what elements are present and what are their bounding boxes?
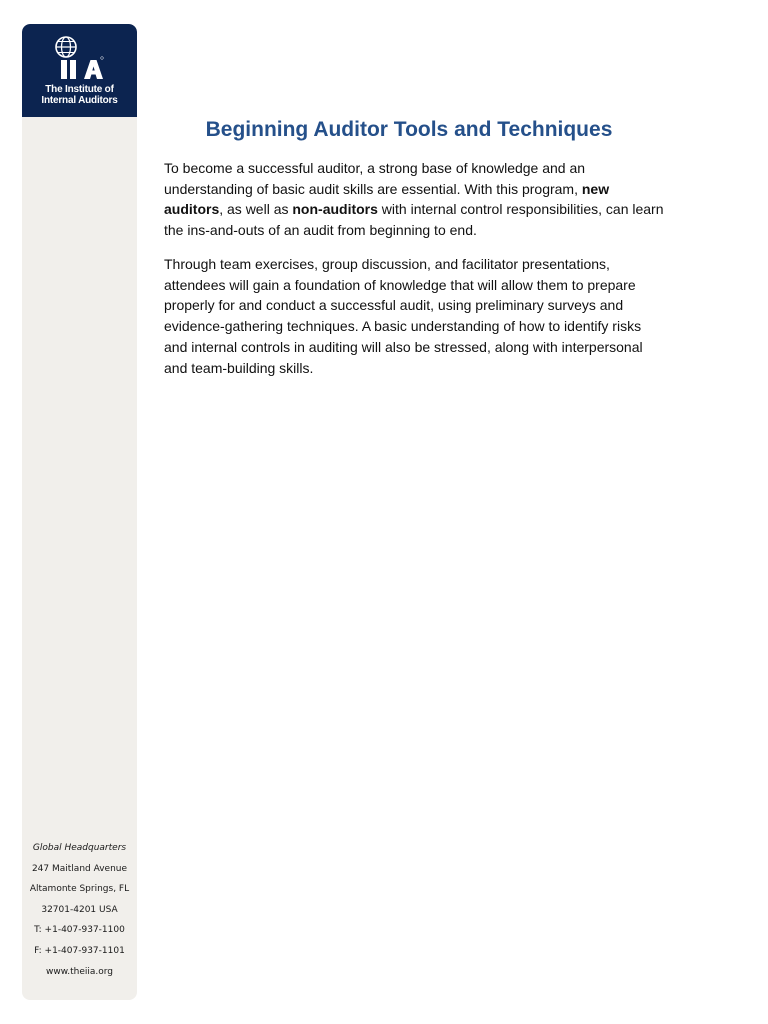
address-fax: F: +1-407-937-1101 xyxy=(34,945,125,956)
intro-text-3: with internal control responsibilities, can learn the ins-and-outs of an audit from beginning to end. xyxy=(164,201,664,239)
iia-logo xyxy=(22,24,137,117)
bold-non-auditors: non-auditors xyxy=(292,201,378,218)
bold-new-auditors: new auditors xyxy=(164,180,610,218)
details-paragraph: Through team exercises, group discussion, and facilitator presentations, attendees will gain a foundation of knowledge that will allow them to prepare properly for and conduct a successful audit, using preliminary surveys and evidence-gathering techniques. A basic understanding of how to identify risks and internal controls in auditing will also be stressed, along with interpersonal and team-building skills. xyxy=(164,256,643,376)
intro-paragraph xyxy=(164,158,664,241)
intro-text-1: To become a successful auditor, a strong base of knowledge and an understanding of basic audit skills are essential. With this program, xyxy=(164,160,586,197)
address-zip: 32701-4201 USA xyxy=(41,904,118,915)
logo-wordmark xyxy=(22,84,137,106)
logo-line-2: Internal Auditors xyxy=(41,95,118,106)
address-heading: Global Headquarters xyxy=(32,843,127,853)
intro-text-2: , as well as xyxy=(219,201,293,218)
address-website[interactable]: www.theiia.org xyxy=(45,966,114,977)
page-title: Beginning Auditor Tools and Techniques xyxy=(205,118,613,141)
address-street: 247 Maitland Avenue xyxy=(31,863,128,874)
address-city: Altamonte Springs, FL xyxy=(29,884,130,895)
iia-globe-logo-icon xyxy=(52,34,108,84)
headquarters-address xyxy=(22,838,137,982)
sidebar xyxy=(22,24,137,1000)
logo-line-1: The Institute of xyxy=(45,84,114,95)
address-phone: T: +1-407-937-1100 xyxy=(34,925,125,936)
